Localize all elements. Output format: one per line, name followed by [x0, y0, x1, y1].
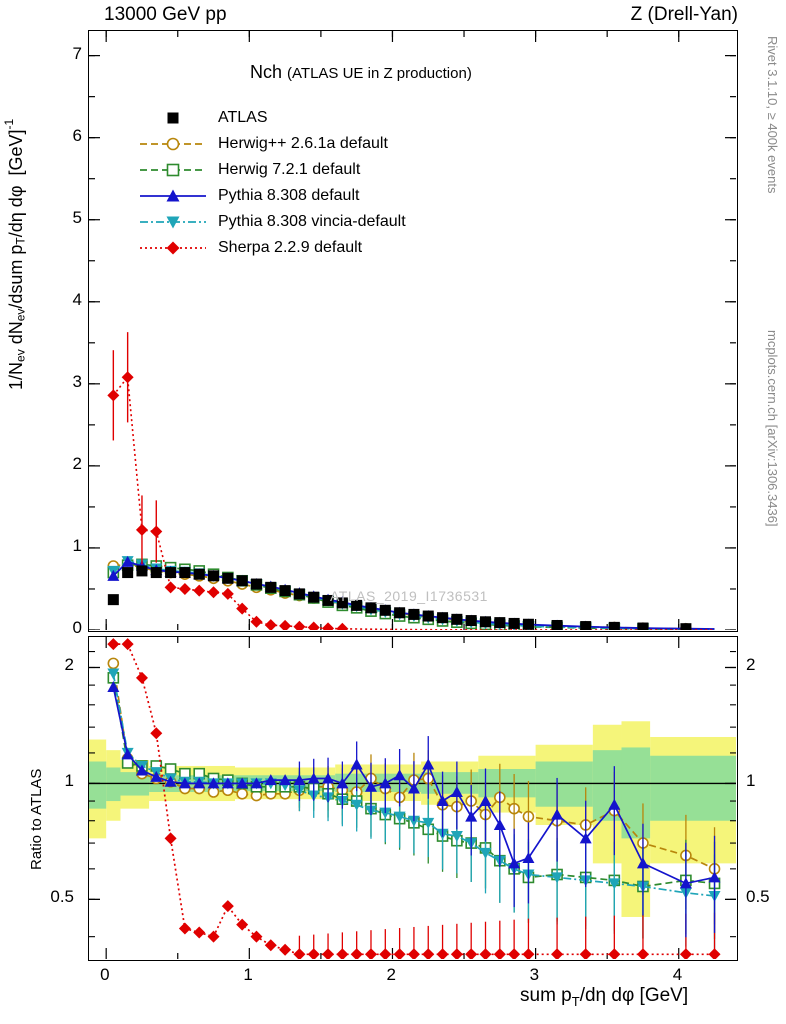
header-process: Z (Drell-Yan) [630, 4, 738, 25]
header-collision-energy: 13000 GeV pp [104, 4, 227, 25]
legend-label-3: Pythia 8.308 default [218, 187, 360, 204]
legend-item-2[interactable] [136, 157, 406, 183]
y-axis-label-ratio: Ratio to ATLAS [28, 768, 45, 870]
legend-item-3[interactable] [136, 183, 406, 209]
legend-item-5[interactable] [136, 235, 406, 261]
legend-marker-5 [136, 238, 210, 258]
legend [136, 105, 406, 261]
legend-label-5: Sherpa 2.2.9 default [218, 239, 363, 256]
y-tick-main-3: 3 [72, 371, 82, 391]
y-tick-main-4: 4 [72, 289, 82, 309]
legend-marker-2 [136, 160, 210, 180]
legend-item-1[interactable] [136, 131, 406, 157]
legend-marker-0 [136, 108, 210, 128]
analysis-watermark: ATLAS_2019_I1736531 [330, 588, 488, 604]
y-tick-ratio-left-1: 1 [64, 771, 74, 791]
x-tick-1: 1 [243, 965, 253, 984]
y-tick-ratio-left-2: 2 [64, 655, 74, 675]
rivet-version-label: Rivet 3.1.10, ≥ 400k events [765, 36, 780, 194]
y-tick-main-6: 6 [72, 125, 82, 145]
y-tick-ratio-left-0.5: 0.5 [50, 887, 74, 907]
ratio-plot-panel [88, 636, 738, 961]
ratio-plot-canvas [89, 637, 736, 959]
legend-label-4: Pythia 8.308 vincia-default [218, 213, 406, 230]
legend-item-4[interactable] [136, 209, 406, 235]
y-tick-ratio-right-1: 1 [746, 771, 756, 791]
legend-item-0[interactable] [136, 105, 406, 131]
y-tick-main-7: 7 [72, 43, 82, 63]
y-tick-main-0: 0 [72, 618, 82, 637]
y-axis-label-main: $1/N_{ev}$ $dN_{ev}$/dsum $p_T/d\eta$ dφ [GeV]$^{-1}$ [2, 118, 28, 390]
x-tick-0: 0 [100, 965, 110, 984]
mcplots-reference-label: mcplots.cern.ch [arXiv:1306.3436] [765, 330, 780, 527]
legend-marker-3 [136, 186, 210, 206]
x-tick-4: 4 [672, 965, 683, 984]
legend-label-1: Herwig++ 2.6.1a default [218, 135, 388, 152]
legend-marker-4 [136, 212, 210, 232]
y-tick-main-1: 1 [72, 535, 82, 555]
plot-title-main: Nch [250, 62, 283, 82]
x-axis-label: sum $p_T/d\eta$ dφ [GeV] [520, 985, 689, 1009]
legend-label-0: ATLAS [218, 109, 268, 126]
plot-title-sub: (ATLAS UE in Z production) [287, 65, 472, 82]
y-tick-ratio-right-2: 2 [746, 655, 756, 675]
legend-label-2: Herwig 7.2.1 default [218, 161, 361, 178]
y-tick-main-5: 5 [72, 207, 82, 227]
y-tick-ratio-right-0.5: 0.5 [746, 887, 770, 907]
x-tick-3: 3 [529, 965, 540, 984]
y-tick-main-2: 2 [72, 453, 82, 473]
x-tick-2: 2 [386, 965, 396, 984]
legend-marker-1 [136, 134, 210, 154]
plot-title [250, 62, 472, 83]
